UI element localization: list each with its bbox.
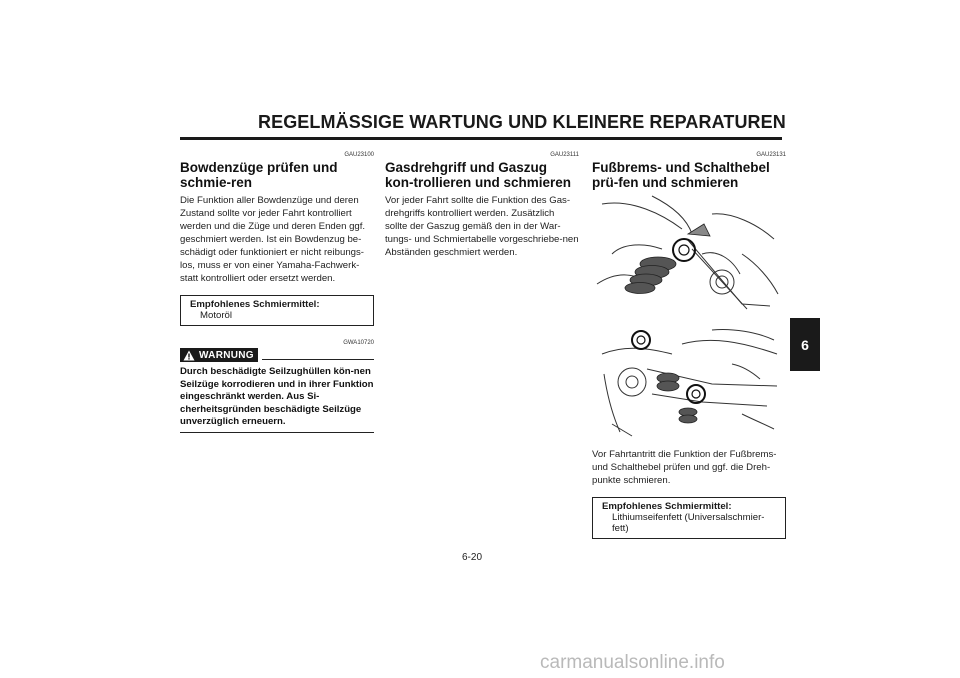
section-code: GAU23100 (344, 152, 374, 158)
brake-pedal-illustration (592, 194, 782, 320)
section-body: Vor jeder Fahrt sollte die Funktion des Gas-drehgriffs kontrolliert werden. Zusätzlich sollte der Gaszug gemäß den in der War-tungs- und Schmiertabelle vorgeschriebe-nen Abständen geschmiert werden. (385, 195, 579, 258)
header-rule (180, 137, 782, 140)
lubricant-label: Empfohlenes Schmiermittel: (190, 299, 320, 310)
section-body: Vor Fahrtantritt die Funktion der Fußbrems- und Schalthebel prüfen und ggf. die Dreh-punkte schmieren. (592, 449, 777, 486)
lubricant-value: Lithiumseifenfett (Universalschmier-fett) (612, 512, 765, 534)
warning-bottom-rule (180, 432, 374, 433)
section-heading: Gasdrehgriff und Gaszug kon-trollieren und schmieren (385, 160, 572, 190)
lubricant-box (180, 295, 374, 326)
column-cable-check (180, 152, 374, 433)
warning-badge (180, 348, 258, 362)
warning-triangle-icon (183, 350, 195, 361)
warning-badge-label: WARNUNG (199, 349, 254, 361)
warning-code: GWA10720 (343, 340, 374, 346)
lubricant-label: Empfohlenes Schmiermittel: (602, 501, 732, 512)
warning-text: Durch beschädigte Seilzughüllen kön-nen Seilzüge korrodieren und in ihrer Funktion eingeschränkt werden. Aus Si-cherheitsgründen beschädigte Seilzüge unverzüglich erneuern. (180, 366, 374, 427)
section-heading: Fußbrems- und Schalthebel prü-fen und schmieren (592, 160, 770, 190)
column-lever-check (592, 152, 786, 539)
section-code: GAU23111 (550, 152, 579, 158)
page-number: 6-20 (462, 552, 483, 563)
section-heading: Bowdenzüge prüfen und schmie-ren (180, 160, 338, 190)
lubricant-value: Motoröl (200, 310, 232, 321)
section-body: Die Funktion aller Bowdenzüge und deren Zustand sollte vor jeder Fahrt kontrolliert werden und die Züge und deren Enden ggf. geschmiert werden. Ist ein Bowdenzug be-schädigt oder funktioniert er nicht reibungs-los, muss er von einer Yamaha-Fachwerk-statt kontrolliert oder ersetzt werden. (180, 195, 366, 284)
watermark: carmanualsonline.info (540, 652, 725, 673)
column-throttle-check (385, 152, 579, 259)
shift-lever-illustration (592, 324, 782, 442)
section-tab: 6 (790, 318, 820, 371)
page-title: REGELMÄSSIGE WARTUNG UND KLEINERE REPARATUREN (258, 112, 786, 132)
lubricant-box (592, 497, 786, 539)
warning-block (180, 340, 374, 433)
section-code: GAU23131 (756, 152, 786, 158)
warning-rule (262, 359, 374, 360)
